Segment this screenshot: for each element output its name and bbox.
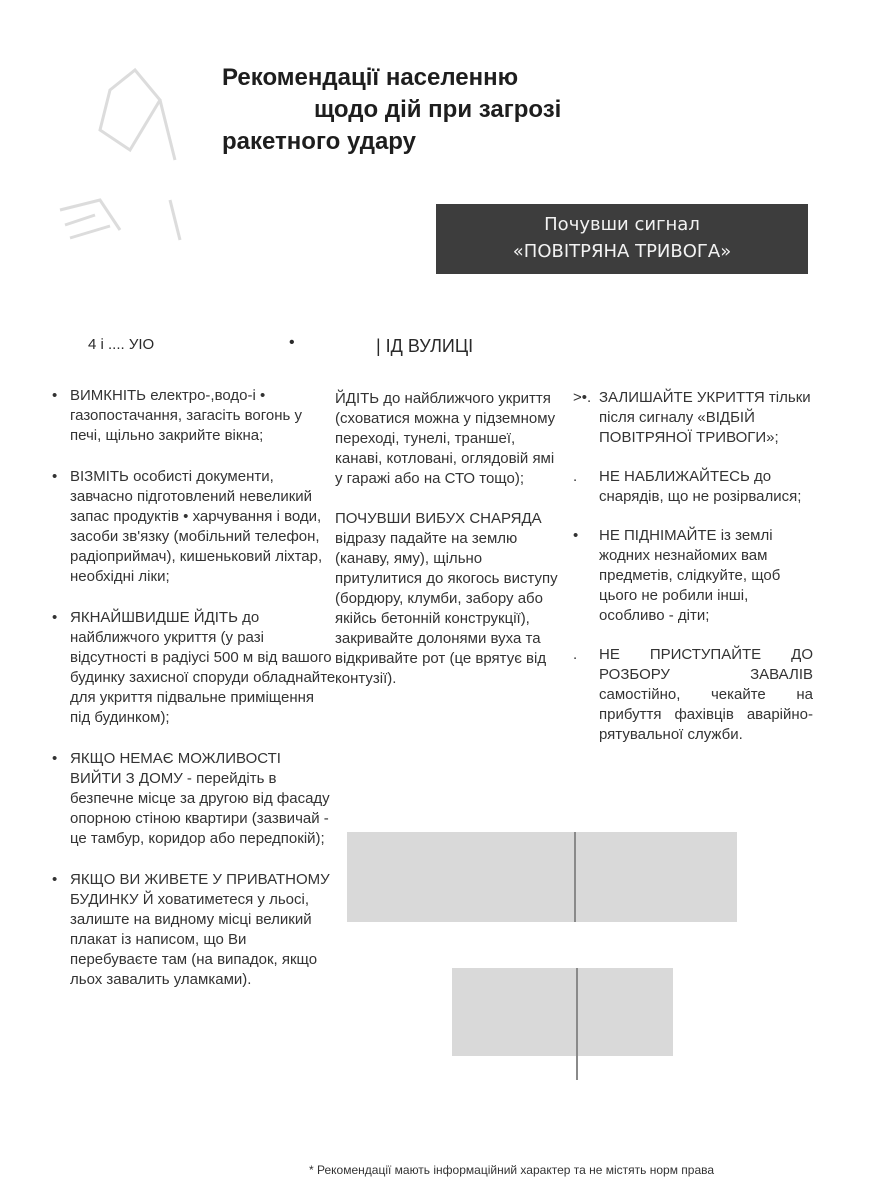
list-item: >•. ЗАЛИШАЙТЕ УКРИТТЯ тільки після сигналу «ВІДБІЙ ПОВІТРЯНОЇ ТРИВОГИ»; (573, 389, 811, 446)
air-alarm-line-2: «ПОВІТРЯНА ТРИВОГА» (512, 241, 732, 262)
column-at-home (52, 386, 336, 1011)
list-item: • ЯКЩО ВИ ЖИВЕТЕ У ПРИВАТНОМУ БУДИНКУ Й ховатиметеся у льосі, залиште на видному місці великий плакат із написом, що Ви перебуваєте там (на випадок, якщо льох завалить уламками). (52, 871, 330, 988)
page-title (222, 62, 561, 158)
list-item: . НЕ ПРИСТУПАЙТЕ ДО РОЗБОРУ ЗАВАЛІВ самостійно, чекайте на прибуття фахівців аварійно-рятувальної служби. (573, 646, 813, 743)
scan-line (576, 968, 578, 1080)
list-item: • ВИМКНІТЬ електро-,водо-і • газопостачання, загасіть вогонь у печі, щільно закрийте вікна; (52, 387, 303, 444)
list-item: • ЯКЩО НЕМАЄ МОЖЛИВОСТІ ВИЙТИ З ДОМУ - перейдіть в безпечне місце за другою від фасаду опорною стіною квартири (зазвичай - це тамбур, коридор або передпокій); (52, 750, 330, 847)
list-item: • ВІЗМІТЬ особисті документи, завчасно підготовлений невеликий запас продуктів • харчування і води, засоби зв'язку (мобільний телефон, радіоприймач), кишеньковий ліхтар, необхідні ліки; (52, 468, 323, 585)
scan-gray-block (452, 968, 673, 1056)
explosion-paragraph: ПОЧУВШИ ВИБУХ СНАРЯДА відразу падайте на землю (канаву, яму), щільно притулитися до якогось виступу (бордюру, клумби, забору або якійсь бетонній конструкції), закривайте долонями вуха та відкривайте рот (це врятує від контузії). (335, 510, 558, 687)
scan-line (574, 832, 576, 922)
column-on-street (335, 389, 565, 709)
explosion-heading: ПОЧУВШИ ВИБУХ СНАРЯДА (335, 510, 542, 527)
title-line-3: ракетного удару (222, 128, 416, 155)
scan-gray-block (347, 832, 737, 922)
air-alarm-line-1: Почувши сигнал (544, 214, 700, 235)
footnote: * Рекомендації мають інформаційний характер та не містять норм права (309, 1163, 715, 1177)
scan-artifact-top-left (40, 50, 200, 250)
air-alarm-banner (436, 204, 808, 274)
list-item: • ЯКНАЙШВИДШЕ ЙДІТЬ до найближчого укриття (у разі відсутності в радіусі 500 м від вашого будинку захисної споруди обладнайте для укриття підвальне приміщення під будинком); (52, 609, 336, 726)
street-paragraph: ЙДІТЬ до найближчого укриття (сховатися можна у підземному переході, тунелі, траншеї, канаві, котловані, оглядовій ямі у гаражі або на СТО тощо); (335, 390, 556, 487)
column-header-dot: • (289, 334, 295, 351)
column-after (573, 388, 813, 764)
list-item: . НЕ НАБЛИЖАЙТЕСЬ до снарядів, що не розірвалися; (573, 468, 802, 505)
column-header-home: 4 і .... УІО (88, 336, 155, 353)
title-line-1: Рекомендації населенню (222, 64, 519, 91)
column-header-street: | ІД ВУЛИЦІ (376, 336, 474, 356)
title-line-2: щодо дій при загрозі (314, 96, 562, 123)
list-item: • НЕ ПІДНІМАЙТЕ із землі жодних незнайомих вам предметів, слідкуйте, щоб цього не робили інші, особливо - діти; (573, 527, 781, 624)
